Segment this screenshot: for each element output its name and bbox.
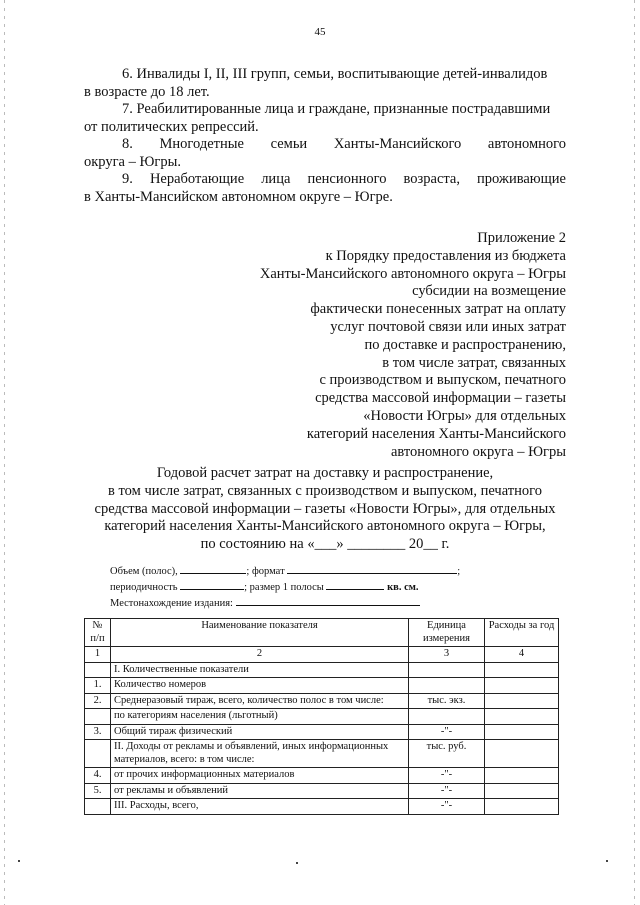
header-unit: Единица измерения [409, 619, 485, 647]
scan-dot [18, 860, 20, 862]
table-row: 1. Количество номеров [85, 678, 559, 694]
page-number: 45 [314, 26, 326, 38]
list-item-9: 9. Неработающие лица пенсионного возраста, проживающие в Ханты-Мансийском автономном округе – Югре. [84, 171, 566, 205]
table-row: 5. от рекламы и объявлений -"- [85, 783, 559, 799]
table-header-row [85, 619, 559, 647]
scan-dot [296, 862, 298, 864]
header-num: № п/п [85, 619, 111, 647]
cost-table [84, 618, 559, 815]
table-row: I. Количественные показатели [85, 662, 559, 678]
table-row: 3. Общий тираж физический -"- [85, 724, 559, 740]
table-row: 2. Среднеразовый тираж, всего, количество полос в том числе: тыс. экз. [85, 693, 559, 709]
appendix-caption: Приложение 2 к Порядку предоставления из бюджета Ханты-Мансийского автономного округа – Югры субсидии на возмещение фактически понесенных затрат на оплату услуг почтовой связи или иных затрат по доставке и распространению, в том числе затрат, связанных с производством и выпуском, печатного средства массовой информации – газеты «Новости Югры» для отдельных категорий населения Ханты-Мансийского автономного округа – Югры [259, 230, 566, 460]
list-item-7: 7. Реабилитированные лица и граждане, признанные пострадавшими от политических репрессий. [84, 101, 551, 135]
table-row: III. Расходы, всего, -"- [85, 799, 559, 815]
table-row: II. Доходы от рекламы и объявлений, иных информационных материалов, всего: в том числе: тыс. руб. [85, 740, 559, 768]
table-row: по категориям населения (льготный) [85, 709, 559, 725]
header-cost: Расходы за год [485, 619, 559, 647]
table-row: 4. от прочих информационных материалов -"- [85, 768, 559, 784]
meta-line-3: Местонахождение издания: [110, 595, 460, 611]
scan-edge-left [4, 0, 5, 905]
list-item-8: 8. Многодетные семьи Ханты-Мансийского автономного округа – Югры. [84, 136, 567, 170]
document-title: Годовой расчет затрат на доставку и распространение, в том числе затрат, связанных с производством и выпуском, печатного средства массовой информации – газеты «Новости Югры», для отдельных категорий населения Ханты-Мансийского автономного округа – Югры, по состоянию на «___» ________ 20__ г. [94, 465, 556, 553]
meta-line-2: периодичность ; размер 1 полосы кв. см. [110, 579, 460, 595]
list-item-6: 6. Инвалиды I, II, III групп, семьи, воспитывающие детей-инвалидов в возрасте до 18 лет. [84, 66, 548, 100]
edition-meta [110, 563, 460, 611]
table-index-row: 1 2 3 4 [85, 647, 559, 663]
header-name: Наименование показателя [111, 619, 409, 647]
scan-dot [606, 860, 608, 862]
scan-edge-right [634, 0, 635, 905]
meta-line-1: Объем (полос), ; формат ; [110, 563, 460, 579]
